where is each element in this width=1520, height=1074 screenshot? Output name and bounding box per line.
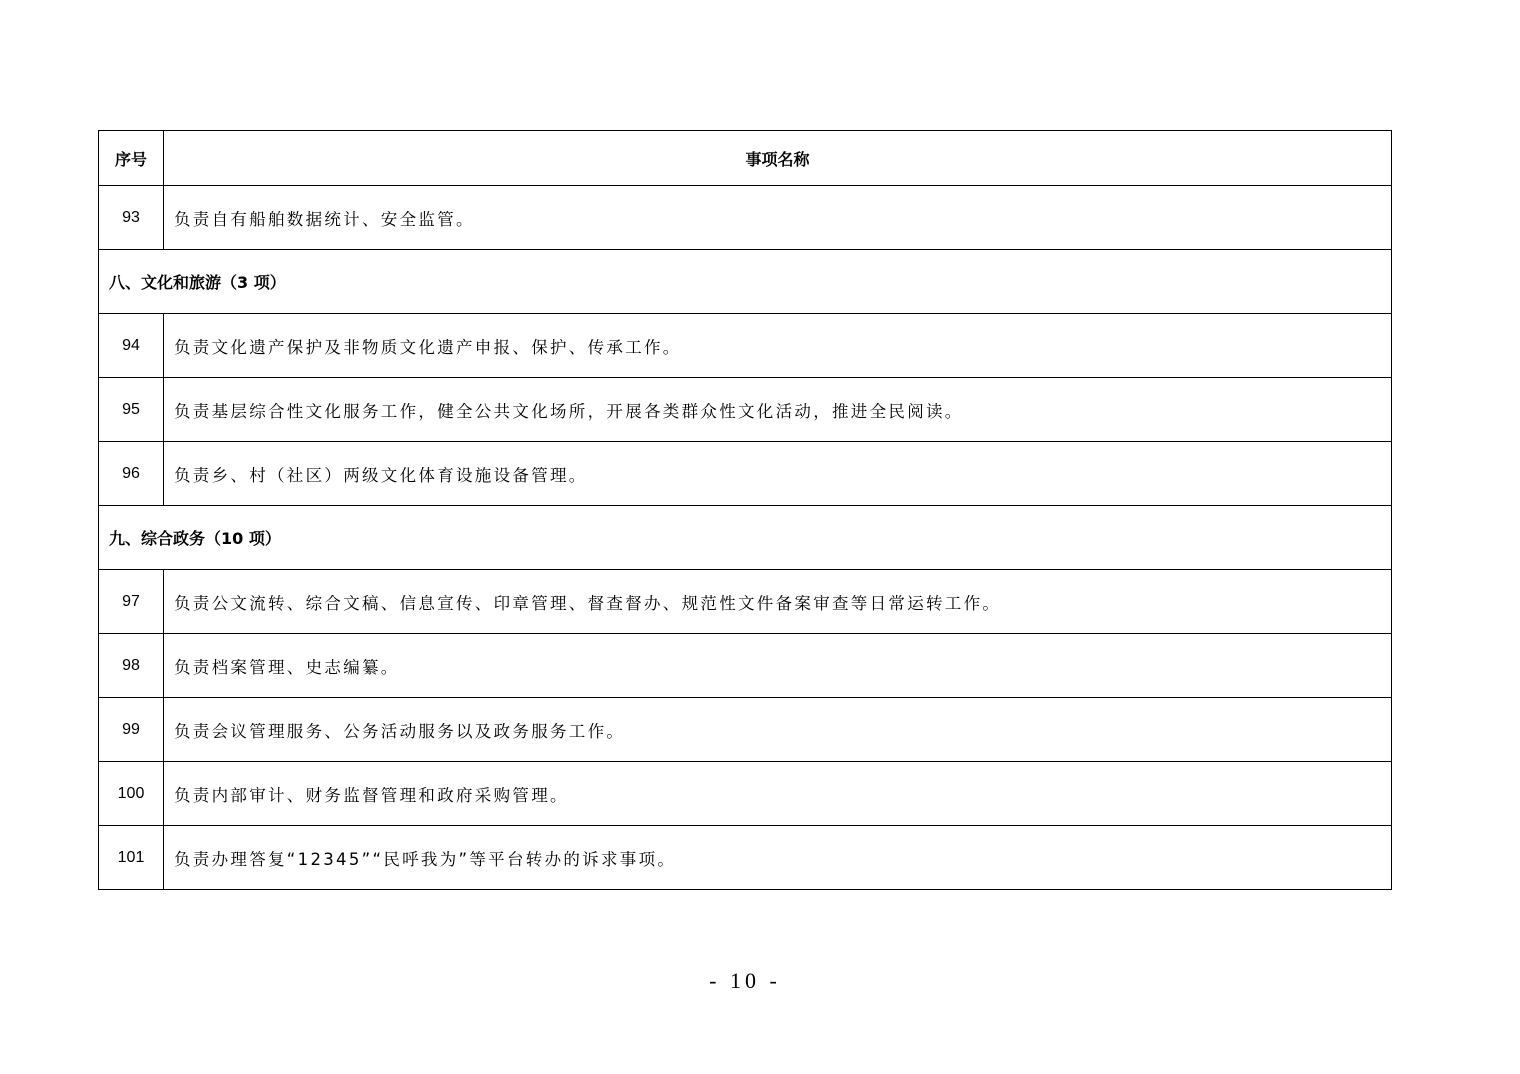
row-number: 93 <box>99 186 164 250</box>
row-matter: 负责文化遗产保护及非物质文化遗产申报、保护、传承工作。 <box>164 314 1392 378</box>
section-heading-row <box>99 506 1392 570</box>
section-heading: 九、综合政务（10 项） <box>99 506 1392 570</box>
table-row <box>99 442 1392 506</box>
row-matter: 负责基层综合性文化服务工作，健全公共文化场所，开展各类群众性文化活动，推进全民阅读。 <box>164 378 1392 442</box>
row-matter: 负责公文流转、综合文稿、信息宣传、印章管理、督查督办、规范性文件备案审查等日常运转工作。 <box>164 570 1392 634</box>
table-row <box>99 762 1392 826</box>
row-matter: 负责办理答复“12345”“民呼我为”等平台转办的诉求事项。 <box>164 826 1392 890</box>
row-number: 97 <box>99 570 164 634</box>
table-row <box>99 186 1392 250</box>
row-number: 94 <box>99 314 164 378</box>
row-matter: 负责内部审计、财务监督管理和政府采购管理。 <box>164 762 1392 826</box>
section-heading: 八、文化和旅游（3 项） <box>99 250 1392 314</box>
row-number: 99 <box>99 698 164 762</box>
row-matter: 负责自有船舶数据统计、安全监管。 <box>164 186 1392 250</box>
row-number: 100 <box>99 762 164 826</box>
table-row <box>99 826 1392 890</box>
row-number: 98 <box>99 634 164 698</box>
row-number: 95 <box>99 378 164 442</box>
row-matter: 负责乡、村（社区）两级文化体育设施设备管理。 <box>164 442 1392 506</box>
table-row <box>99 570 1392 634</box>
header-matter-name: 事项名称 <box>164 131 1392 186</box>
matters-table <box>98 130 1392 890</box>
table-row <box>99 314 1392 378</box>
section-heading-row <box>99 250 1392 314</box>
table-row <box>99 698 1392 762</box>
row-number: 96 <box>99 442 164 506</box>
table-header-row <box>99 131 1392 186</box>
header-serial-number: 序号 <box>99 131 164 186</box>
page-number: - 10 - <box>709 968 781 993</box>
row-matter: 负责档案管理、史志编纂。 <box>164 634 1392 698</box>
row-matter: 负责会议管理服务、公务活动服务以及政务服务工作。 <box>164 698 1392 762</box>
table-row <box>99 378 1392 442</box>
row-number: 101 <box>99 826 164 890</box>
table-row <box>99 634 1392 698</box>
